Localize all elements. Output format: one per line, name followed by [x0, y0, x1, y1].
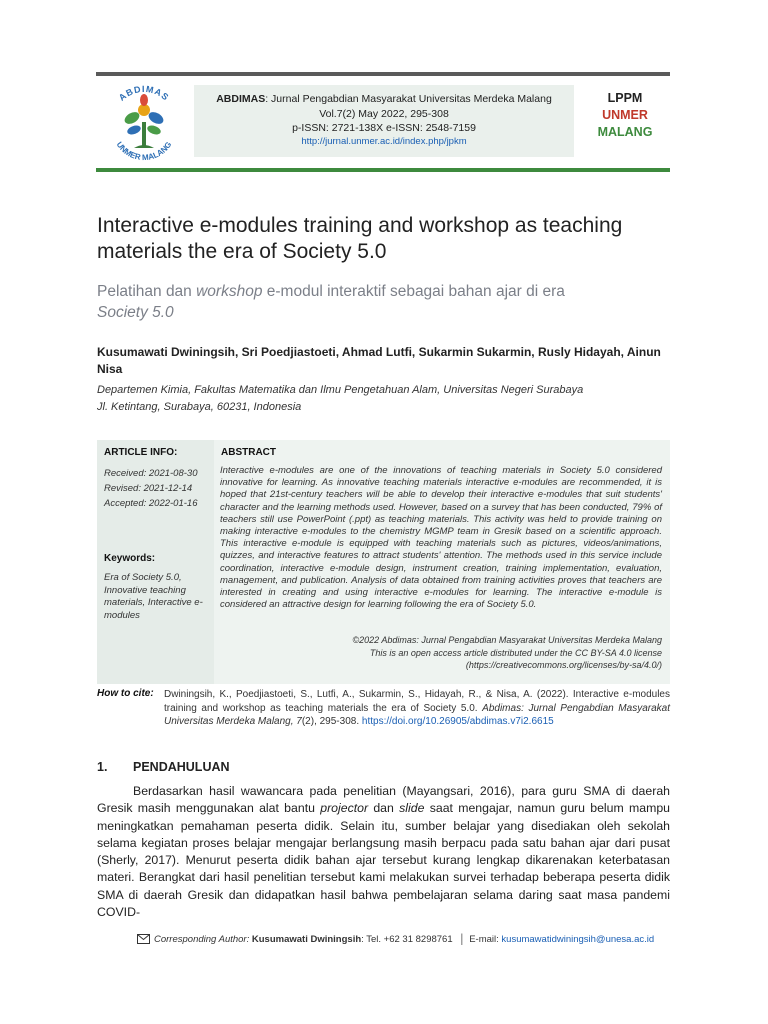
keywords-list: Era of Society 5.0, Innovative teaching materials, Interactive e-modules	[104, 572, 203, 621]
lppm-malang: MALANG	[597, 125, 653, 139]
header-bottom-rule	[96, 168, 670, 172]
section-heading	[97, 760, 397, 778]
lppm-logo-text	[590, 90, 660, 141]
journal-info-box	[194, 85, 574, 157]
keywords-heading: Keywords:	[104, 553, 156, 564]
envelope-icon	[137, 934, 150, 947]
affiliation	[97, 382, 677, 416]
author-email-link[interactable]: kusumawatidwiningsih@unesa.ac.id	[501, 934, 655, 945]
section-title: PENDAHULUAN	[133, 760, 230, 774]
author-list: Kusumawati Dwiningsih, Sri Poedjiastoeti, Ahmad Lutfi, Sukarmin Sukarmin, Rusly Hidayah, Ainun Nisa	[97, 345, 661, 376]
article-dates	[104, 466, 209, 511]
abstract-heading: ABSTRACT	[221, 447, 276, 458]
body-paragraph: Berdasarkan hasil wawancara pada penelitian (Mayangsari, 2016), para guru SMA di daerah Gresik masih menggunakan alat bantu projector dan slide saat mengajar, namun guru belum mampu meningkatkan pemahaman peserta didik. Selain itu, sumber belajar yang disediakan oleh sekolah selama kegiatan proses belajar mengajar berlangsung masih berpacu pada satu bahan ajar dari pusat (Sherly, 2017). Menurut peserta didik bahan ajar tersebut kurang lengkap dikarenakan keterbatasan materi. Berangkat dari hasil penelitian tersebut kami melakukan survei terhadap beberapa peserta didik SMA di daerah Gresik dan didapatkan hasil bahwa pembelajaran selama daring saat masa pandemi COVID-	[97, 784, 671, 920]
logo-top-text: ABDIMAS	[116, 83, 172, 103]
doi-link[interactable]: https://doi.org/10.26905/abdimas.v7i2.6615	[361, 716, 554, 727]
article-info-heading: ARTICLE INFO:	[104, 447, 178, 458]
logo-bottom-text: UNMER MALANG	[114, 140, 174, 163]
journal-issn: p-ISSN: 2721-138X e-ISSN: 2548-7159	[292, 122, 476, 134]
copyright-line: ©2022 Abdimas: Jurnal Pengabdian Masyarakat Universitas Merdeka Malang	[352, 635, 662, 645]
lppm-unmer: UNMER	[602, 108, 648, 122]
license-line: This is an open access article distributed under the CC BY-SA 4.0 license	[369, 647, 662, 658]
journal-url-link[interactable]: http://jurnal.unmer.ac.id/index.php/jpkm	[301, 136, 467, 147]
received-date: Received: 2021-08-30	[104, 468, 198, 479]
corresponding-author-footer: Corresponding Author: Kusumawati Dwiningsih: Tel. +62 31 8298761 │ E-mail: kusumawatidwiningsih@unesa.ac.id	[137, 934, 697, 947]
journal-name: ABDIMAS: Jurnal Pengabdian Masyarakat Universitas Merdeka Malang	[216, 93, 552, 105]
affiliation-line-2: Jl. Ketintang, Surabaya, 60231, Indonesia	[97, 401, 302, 413]
how-to-cite-label: How to cite:	[97, 688, 154, 699]
lppm-label: LPPM	[607, 91, 643, 105]
article-title: Interactive e-modules training and workshop as teaching materials the era of Society 5.0	[97, 214, 623, 263]
license-block	[300, 634, 662, 672]
journal-volume: Vol.7(2) May 2022, 295-308	[319, 108, 449, 120]
license-url-link[interactable]: (https://creativecommons.org/licenses/by-sa/4.0/)	[465, 660, 662, 670]
header-top-rule	[96, 72, 670, 76]
section-number: 1.	[97, 760, 108, 774]
corresponding-author-name: Kusumawati Dwiningsih	[251, 934, 362, 945]
revised-date: Revised: 2021-12-14	[104, 483, 193, 494]
citation-text: Dwiningsih, K., Poedjiastoeti, S., Lutfi, A., Sukarmin, S., Hidayah, R., & Nisa, A. (2022). Interactive e-modules training and workshop as teaching materials the era of Society 5.0. Abdimas: Jurnal Pengabdian Masyarakat Universitas Merdeka Malang, 7(2), 295-308. https://doi.org/10.26905/abdimas.v7i2.6615	[164, 689, 670, 727]
affiliation-line-1: Departemen Kimia, Fakultas Matematika dan Ilmu Pengetahuan Alam, Universitas Negeri Surabaya	[97, 384, 584, 396]
accepted-date: Accepted: 2022-01-16	[104, 498, 198, 509]
abdimas-logo	[104, 82, 184, 164]
article-subtitle: Pelatihan dan workshop e-modul interaktif sebagai bahan ajar di era Society 5.0	[97, 283, 565, 321]
abstract-text: Interactive e-modules are one of the innovations of teaching materials in Society 5.0 considered innovative for learning. As innovative teaching materials interactive e-modules are recommended, it is hoped that 21st-century teachers will be able to develop their interactive e-modules that suit students' character and the learning methods used. However, based on a survey that has been conducted, 79% of teachers still use PowerPoint (.ppt) as teaching materials. This activity was held to provide training on making interactive e-modules to the chemistry MGMP team in Gresik based on a scientific approach. This interactive e-module is equipped with teaching materials such as pictures, videos/animations, quizzes, and interactive features to attract students' attention. The methods used in this service include coordination, interactive e-module design, instrument creation, training implementation, evaluation, management, and publication. Analysis of data obtained from training activities proves that teachers are interested in creating and using interactive e-modules for learning. The interactive e-module is considered an attractive design for learning following the era of Society 5.0.	[220, 465, 662, 611]
